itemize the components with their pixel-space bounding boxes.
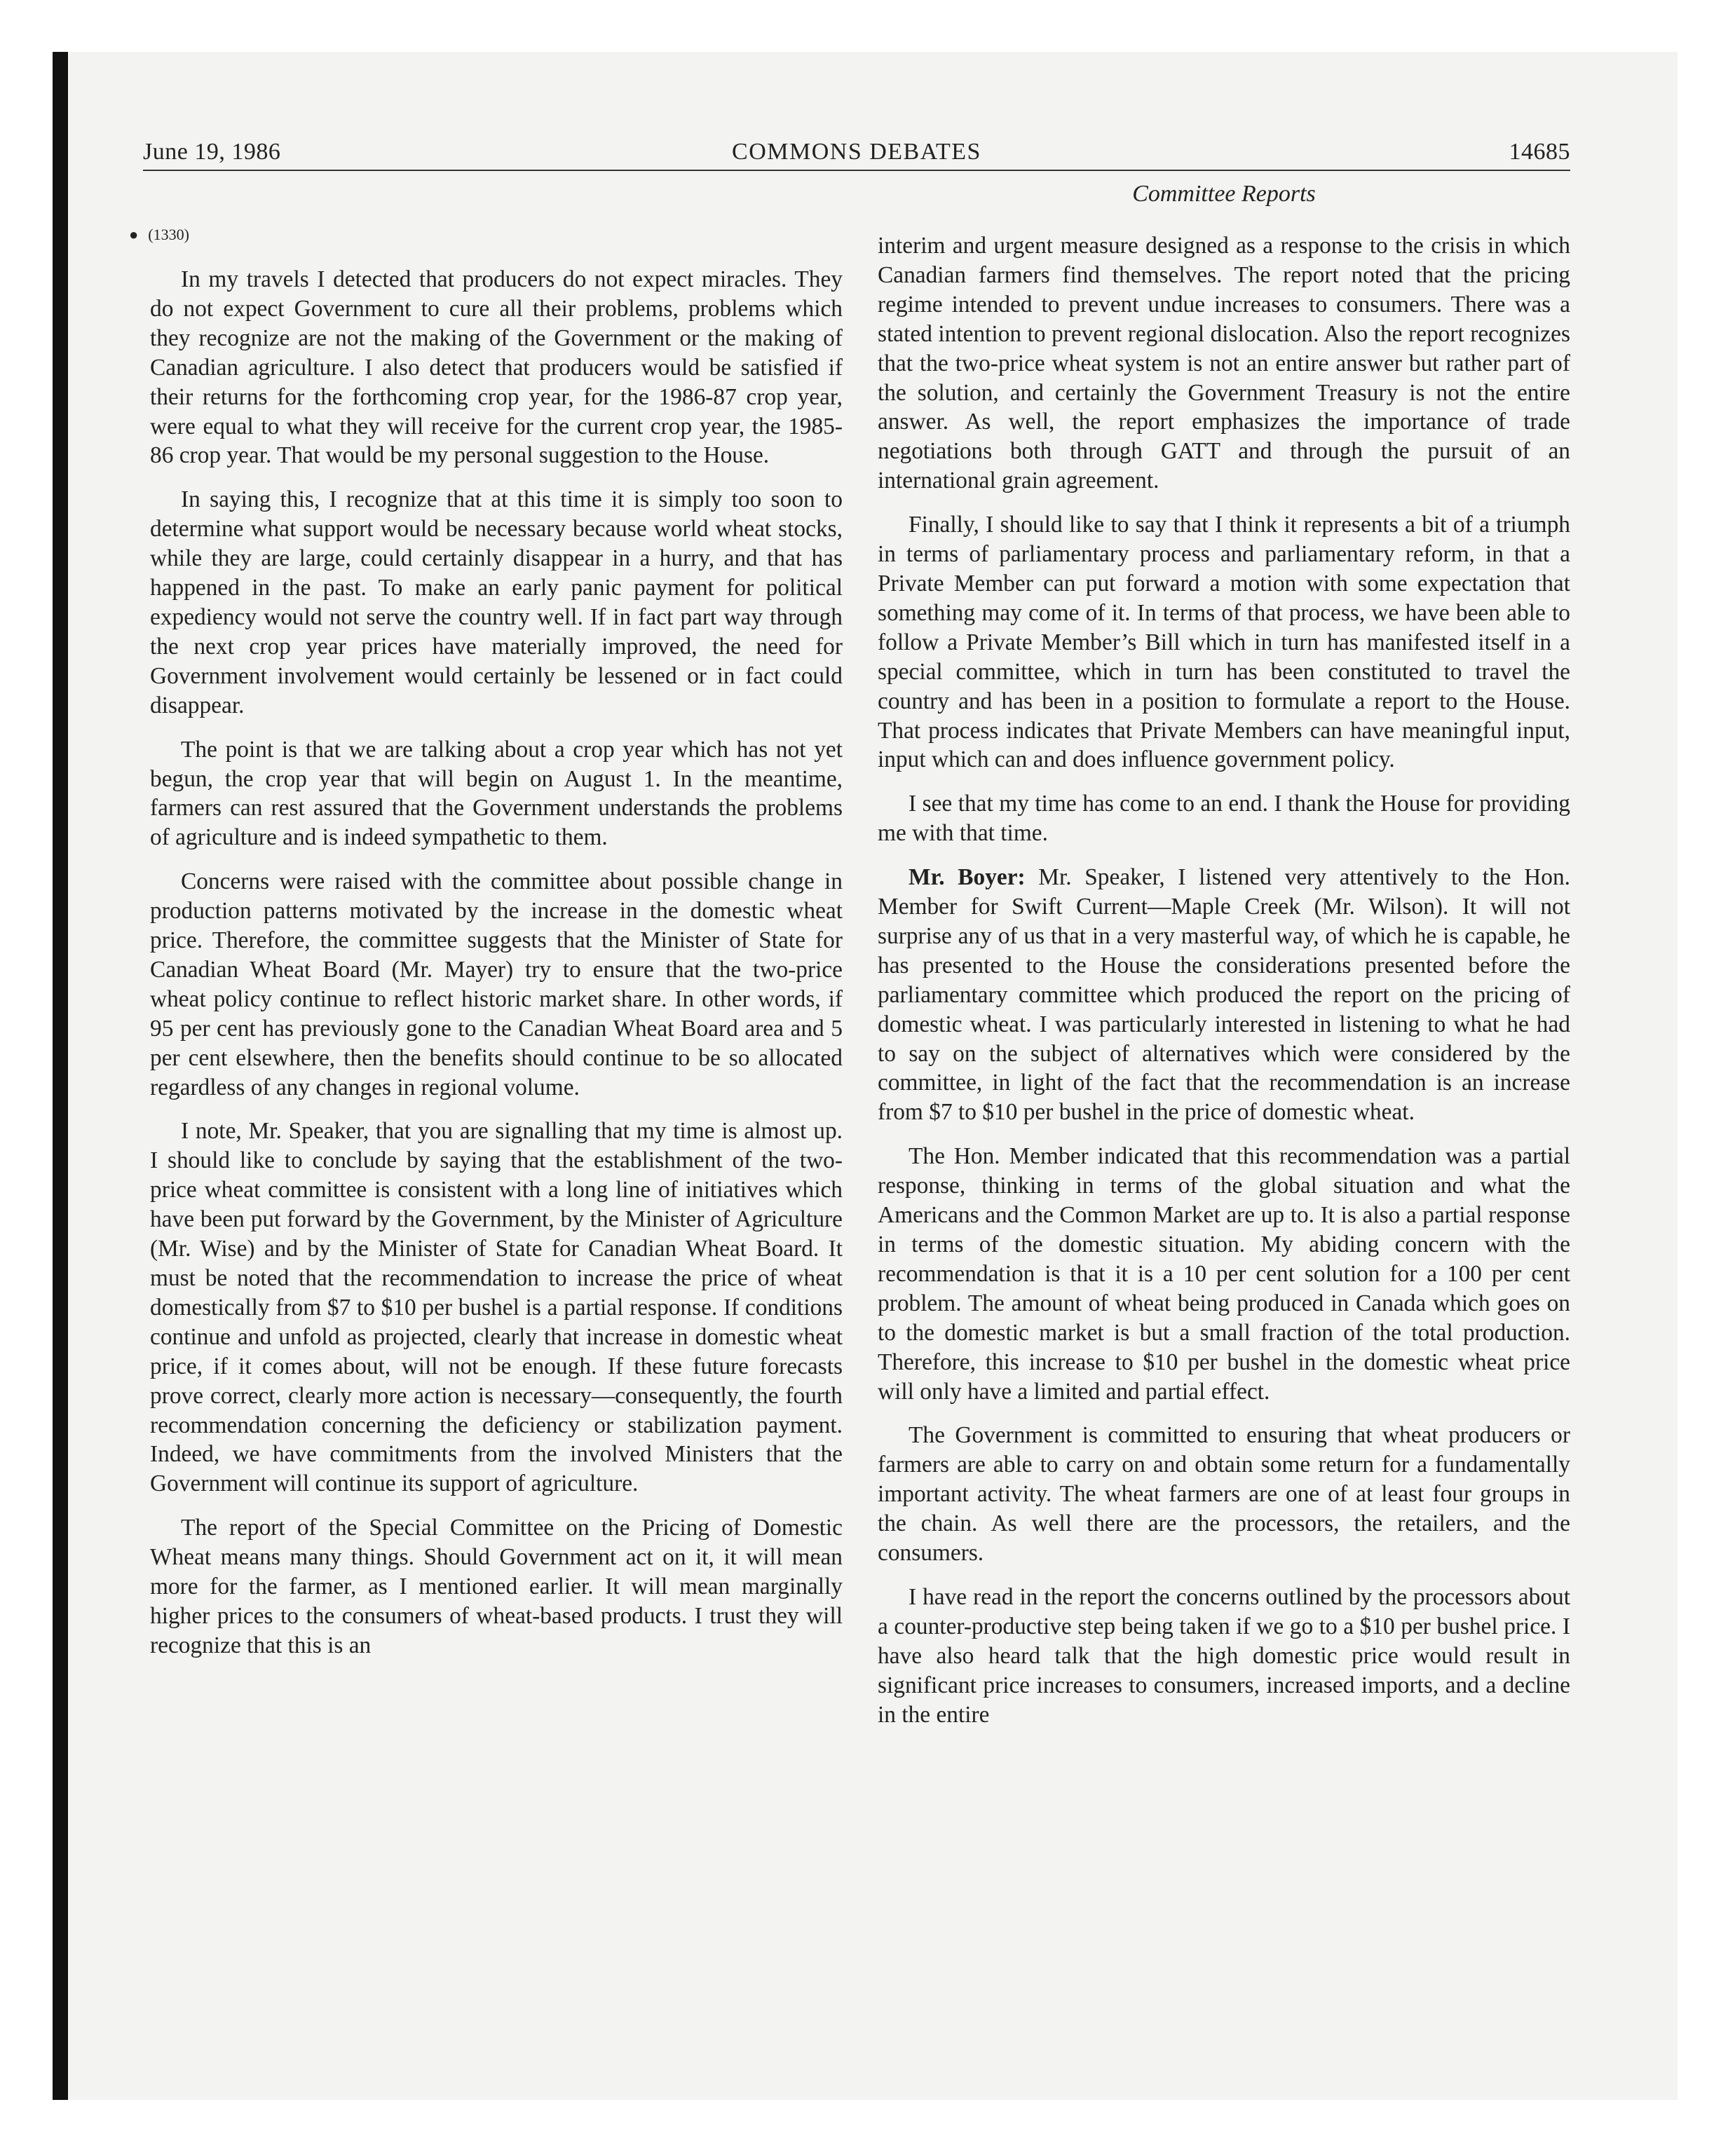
time-marker-label: (1330)	[148, 226, 189, 243]
paragraph: The Hon. Member indicated that this recommendation was a partial response, thinking in terms of the global situation and what the Americans and the Common Market are up to. It is also a partial response in terms of the domestic situation. My abiding concern with the recommendation is that it is a 10 per cent solution for a 100 per cent problem. The amount of wheat being produced in Canada which goes on to the domestic market is but a small fraction of the total production. Therefore, this increase to $10 per bushel in the domestic wheat price will only have a limited and partial effect.	[878, 1143, 1570, 1405]
header-page-number: 14685	[1509, 139, 1570, 165]
bullet-icon: ●	[129, 226, 139, 243]
paragraph: The report of the Special Committee on the Pricing of Domestic Wheat means many things. Should Government act on it, it will mean more for the farmer, as I mentioned earlier. It will mean marginally higher prices to the consumers of wheat-based products. I trust they will recognize that this is an	[150, 1515, 843, 1658]
paragraph: Concerns were raised with the committee about possible change in production patterns motivated by the increase in the domestic wheat price. Therefore, the committee suggests that the Minister of State for Canadian Wheat Board (Mr. Mayer) try to ensure that the two-price wheat policy continue to reflect historic market share. In other words, if 95 per cent has previously gone to the Canadian Wheat Board area and 5 per cent elsewhere, then the benefits should continue to be so allocated regardless of any changes in regional volume.	[150, 868, 843, 1100]
speaker-name: Mr. Boyer:	[909, 864, 1026, 891]
paragraph-continued: interim and urgent measure designed as a response to the crisis in which Canadian farmers find themselves. The report noted that the pricing regime intended to prevent undue increases to consumers. There was a stated intention to prevent regional dislocation. Also the report recognizes that the two-price wheat system is not an entire answer but rather part of the solution, and certainly the Government Treasury is not the entire answer. As well, the report emphasizes the importance of trade negotiations both through GATT and through the pursuit of an international grain agreement.	[878, 233, 1570, 494]
paragraph: I see that my time has come to an end. I thank the House for providing me with that time.	[878, 791, 1570, 847]
paragraph: In my travels I detected that producers do not expect miracles. They do not expect Government to cure all their problems, problems which they recognize are not the making of the Government or the making of Canadian agriculture. I also detect that producers would be satisfied if their returns for the forthcoming crop year, for the 1986-87 crop year, were equal to what they will receive for the current crop year, the 1985-86 crop year. That would be my personal suggestion to the House.	[150, 266, 843, 469]
speaker-paragraph	[878, 863, 1570, 1127]
paragraph: In saying this, I recognize that at this time it is simply too soon to determine what support would be necessary because world wheat stocks, while they are large, could certainly disappear in a hurry, and that has happened in the past. To make an early panic payment for political expediency would not serve the country well. If in fact part way through the next crop year prices have materially improved, the need for Government involvement would certainly be lessened or in fact could disappear.	[150, 486, 843, 718]
time-marker	[129, 224, 843, 265]
header-rule	[143, 170, 1570, 171]
scan-binding-edge	[53, 52, 68, 2100]
page-header	[143, 133, 1570, 170]
paragraph: I have read in the report the concerns outlined by the processors about a counter-productive step being taken if we go to a $10 per bushel price. I have also heard talk that the high domestic price would result in significant price increases to consumers, increased imports, and a decline in the entire	[878, 1583, 1570, 1728]
paragraph: The point is that we are talking about a crop year which has not yet begun, the crop year that will begin on August 1. In the meantime, farmers can rest assured that the Government understands the problems of agriculture and is indeed sympathetic to them.	[150, 736, 843, 851]
right-column	[878, 231, 1570, 1745]
header-date: June 19, 1986	[143, 139, 281, 165]
header-publication: COMMONS DEBATES	[732, 139, 981, 165]
paragraph: Finally, I should like to say that I think it represents a bit of a triumph in terms of parliamentary process and parliamentary reform, in that a Private Member can put forward a motion with some expectation that something may come of it. In terms of that process, we have been able to follow a Private Member’s Bill which in turn has manifested itself in a special committee, which in turn has been constituted to travel the country and has been in a position to formulate a report to the House. That process indicates that Private Members can have meaningful input, input which can and does influence government policy.	[878, 512, 1570, 773]
paragraph: I note, Mr. Speaker, that you are signalling that my time is almost up. I should like to conclude by saying that the establishment of the two-price wheat committee is consistent with a long line of initiatives which have been put forward by the Government, by the Minister of Agriculture (Mr. Wise) and by the Minister of State for Canadian Wheat Board. It must be noted that the recommendation to increase the price of wheat domestically from $7 to $10 per bushel is a partial response. If conditions continue and unfold as projected, clearly that increase in domestic wheat price, if it comes about, will not be enough. If these future forecasts prove correct, clearly more action is necessary—consequently, the fourth recommendation concerning the deficiency or stabilization payment. Indeed, we have commitments from the involved Ministers that the Government will continue its support of agriculture.	[150, 1118, 843, 1497]
paragraph: The Government is committed to ensuring that wheat producers or farmers are able to carry on and obtain some return for a fundamentally important activity. The wheat farmers are one of at least four groups in the chain. As well there are the processors, the retailers, and the consumers.	[878, 1422, 1570, 1567]
speaker-text: Mr. Speaker, I listened very attentively to the Hon. Member for Swift Current—Maple Creek (Mr. Wilson). It will not surprise any of us that in a very masterful way, of which he is capable, he has presented to the House the considerations presented before the parliamentary committee which produced the report on the pricing of domestic wheat. I was particularly interested in listening to what he had to say on the subject of alternatives which were considered by the committee, in light of the fact that the recommendation is an increase from $7 to $10 per bushel in the price of domestic wheat.	[878, 864, 1570, 1126]
section-title: Committee Reports	[1132, 181, 1316, 207]
left-column	[129, 224, 843, 1675]
